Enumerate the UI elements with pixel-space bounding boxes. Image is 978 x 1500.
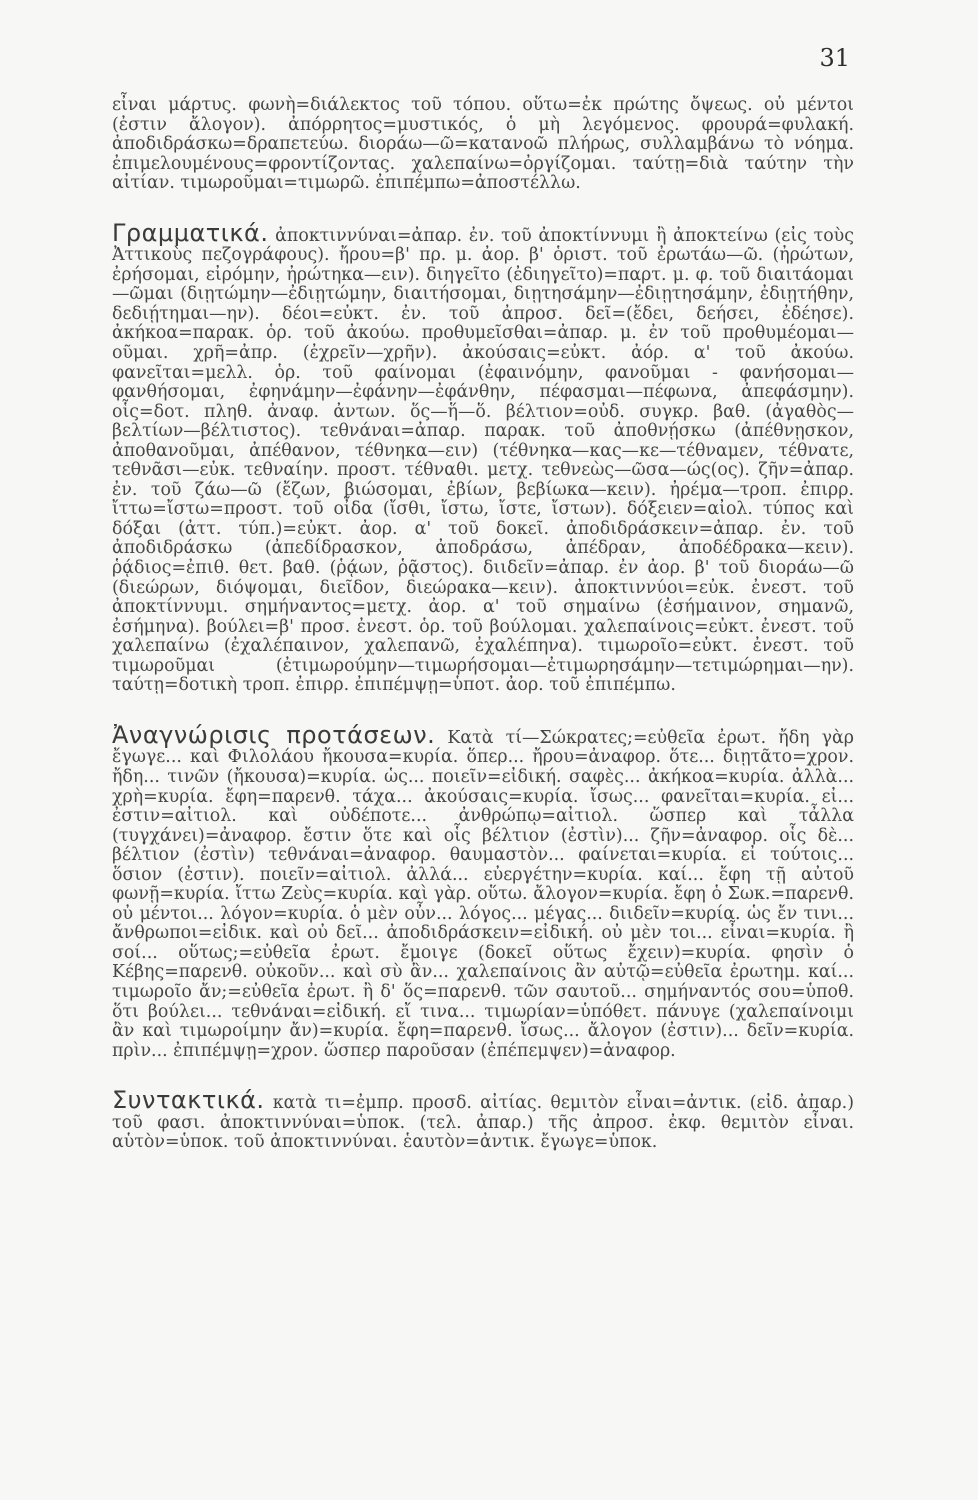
grammar-text: ἀποκτιννύναι=ἀπαρ. ἐν. τοῦ ἀποκτίννυμι ἢ ἀποκτείνω (εἰς τοὺς Ἀττικοὺς πεζογράφους). ἤρου=β' πρ. μ. ἀορ. β' ὁριστ. τοῦ ἐρωτάω—ῶ. (ἠρώτων, ἐρήσομαι, εἰρόμην, ἠρώτηκα—ειν). διηγεῖτο (ἐδιηγεῖτο)=παρτ. μ. φ. τοῦ διαιτάομαι—ῶμαι (διῃτώμην—ἐδιῃτώμην, διαιτήσομαι, διῃτησάμην—ἐδιῃτησάμην, ἐδιῃτήθην, δεδιῄτημαι—ην). δέοι=εὐκτ. ἐν. τοῦ ἀπροσ. δεῖ=(ἔδει, δεήσει, ἐδέησε). ἀκήκοα=παρακ. ὁρ. τοῦ ἀκούω. προθυμεῖσθαι=ἀπαρ. μ. ἐν τοῦ προθυμέομαι—οῦμαι. χρῆ=ἀπρ. (ἐχρεῖν—χρῆν). ἀκούσαις=εὐκτ. ἀόρ. α' τοῦ ἀκούω. φανεῖται=μελλ. ὁρ. τοῦ φαίνομαι (ἐφαινόμην, φανοῦμαι - φανήσομαι—φανθήσομαι, ἐφηνάμην—ἐφάνην—ἐφάνθην, πέφασμαι—πέφωνα, ἀπεφάσμην). οἷς=δοτ. πληθ. ἀναφ. ἀντων. ὅς—ἥ—ὅ. βέλτιον=οὐδ. συγκρ. βαθ. (ἀγαθὸς—βελτίων—βέλτιστος). τεθνάναι=ἀπαρ. παρακ. τοῦ ἀποθνῄσκω (ἀπέθνῃσκον, ἀποθανοῦμαι, ἀπέθανον, τέθνηκα—ειν) (τέθνηκα—κας—κε—τέθναμεν, τέθνατε, τεθνᾶσι—εὐκ. τεθναίην. προστ. τέθναθι. μετχ. τεθνεὼς—ῶσα—ώς(ος). ζῆν=ἀπαρ. ἐν. τοῦ ζάω—ῶ (ἔζων, βιώσομαι, ἐβίων, βεβίωκα—κειν). ἠρέμα—τροπ. ἐπιρρ. ἴττω=ἴστω=προστ. τοῦ οἶδα (ἴσθι, ἴστω, ἴστε, ἴστων). δόξειεν=αἰολ. τύπος καὶ δόξαι (ἀττ. τύπ.)=εὐκτ. ἀορ. α' τοῦ δοκεῖ. ἀποδιδράσκειν=ἀπαρ. ἐν. τοῦ ἀποδιδράσκω (ἀπεδίδρασκον, ἀποδράσω, ἀπέδραν, ἀποδέδρακα—κειν). ῥᾴδιος=ἐπιθ. θετ. βαθ. (ῥᾴων, ῥᾷστος). διιδεῖν=ἀπαρ. ἐν ἀορ. β' τοῦ διοράω—ῶ (διεώρων, διόψομαι, διεῖδον, διεώρακα—κειν). ἀποκτιννύοι=εὐκ. ἐνεστ. τοῦ ἀποκτίννυμι. σημήναντος=μετχ. ἀορ. α' τοῦ σημαίνω (ἐσήμαινον, σημανῶ, ἐσήμηνα). βούλει=β' προσ. ἐνεστ. ὁρ. τοῦ βούλομαι. χαλεπαίνοις=εὐκτ. ἐνεστ. τοῦ χαλεπαίνω (ἐχαλέπαινον, χαλεπανῶ, ἐχαλέπηνα). τιμωροῖο=εὐκτ. ἐνεστ. τοῦ τιμωροῦμαι (ἐτιμωρούμην—τιμωρήσομαι—ἐτιμωρησάμην—τετιμώρημαι—ην). ταύτῃ=δοτικὴ τροπ. ἐπιρρ. ἐπιπέμψῃ=ὑποτ. ἀορ. τοῦ ἐπιπέμπω. <box>112 225 854 696</box>
sentences-text: Κατὰ τί—Σώκρατες;=εὐθεῖα ἐρωτ. ἤδη γὰρ ἔγωγε... καὶ Φιλολάου ἤκουσα=κυρία. ὅπερ... ἤρου=ἀναφορ. ὅτε... διῃτᾶτο=χρον. ἤδη... τινῶν (ἤκουσα)=κυρία. ὡς... ποιεῖν=εἰδική. σαφὲς... ἀκήκοα=κυρία. ἀλλὰ... χρὴ=κυρία. ἔφη=παρενθ. τάχα... ἀκούσαις=κυρία. ἴσως... φανεῖται=κυρία. εἰ... ἐστιν=αἰτιολ. καὶ οὐδέποτε... ἀνθρώπῳ=αἰτιολ. ὥσπερ καὶ τἆλλα (τυγχάνει)=ἀναφορ. ἔστιν ὅτε καὶ οἷς βέλτιον (ἐστὶν)... ζῆν=ἀναφορ. οἷς δὲ... βέλτιον (ἐστὶν) τεθνάναι=ἀναφορ. θαυμαστὸν... φαίνεται=κυρία. εἰ τούτοις... ὅσιον (ἐστιν). ποιεῖν=αἰτιολ. ἀλλά... εὐεργέτην=κυρία. καί... ἔφη τῇ αὐτοῦ φωνῇ=κυρία. ἴττω Ζεὺς=κυρία. καὶ γὰρ. οὕτω. ἄλογον=κυρία. ἔφη ὁ Σωκ.=παρενθ. οὐ μέντοι... λόγον=κυρία. ὁ μὲν οὖν... λόγος... μέγας... διιδεῖν=κυρία. ὡς ἔν τινι... ἄνθρωποι=εἰδικ. καὶ οὐ δεῖ... ἀποδιδράσκειν=εἰδική. οὐ μὲν τοι... εἶναι=κυρία. ἢ σοί... οὕτως;=εὐθεῖα ἐρωτ. ἔμοιγε (δοκεῖ οὕτως ἔχειν)=κυρία. φησὶν ὁ Κέβης=παρενθ. οὐκοῦν... καὶ σὺ ἂν... χαλεπαίνοις ἂν αὐτῷ=εὐθεῖα ἐρωτημ. καί... τιμωροῖο ἄν;=εὐθεῖα ἐρωτ. ἢ δ' ὅς=παρενθ. τῶν σαυτοῦ... σημήναντός σου=ὑποθ. ὅτι βούλει... τεθνάναι=εἰδική. εἴ τινα... τιμωρίαν=ὑπόθετ. πάνυγε (χαλεπαίνοιμι ἂν καὶ τιμωροίμην ἄν)=κυρία. ἔφη=παρενθ. ἴσως... ἄλογον (ἐστιν)... δεῖν=κυρία. πρὶν... ἐπιπέμψῃ=χρον. ὥσπερ παροῦσαν (ἐπέπεμψεν)=ἀναφορ. <box>112 727 854 1061</box>
sentences-heading: Ἀναγνώρισις προτάσεων. <box>112 720 436 749</box>
page-number: 31 <box>819 44 850 72</box>
page-body <box>112 96 854 1153</box>
syntax-text: κατὰ τι=ἐμπρ. προσδ. αἰτίας. θεμιτὸν εἶναι=ἀντικ. (εἰδ. ἀπαρ.) τοῦ φασι. ἀποκτιννύναι=ὑποκ. (τελ. ἀπαρ.) τῆς ἀπροσ. ἐκφ. θεμιτὸν εἶναι. αὑτὸν=ὑποκ. τοῦ ἀποκτιννύναι. ἑαυτὸν=ἀντικ. ἔγωγε=ὑποκ. <box>112 1093 854 1153</box>
intro-paragraph <box>112 96 854 194</box>
syntax-heading: Συντακτικά. <box>112 1086 265 1115</box>
intro-text: εἶναι μάρτυς. φωνὴ=διάλεκτος τοῦ τόπου. οὕτω=ἐκ πρώτης ὄψεως. οὐ μέντοι (ἐστιν ἄλογον). ἀπόρρητος=μυστικός, ὁ μὴ λεγόμενος. φρουρά=φυλακή. ἀποδιδράσκω=δραπετεύω. διοράω—ῶ=κατανοῶ πλήρως, συλλαμβάνω τὸ νόημα. ἐπιμελουμένους=φροντίζοντας. χαλεπαίνω=ὀργίζομαι. ταύτῃ=διὰ ταύτην τὴν αἰτίαν. τιμωροῦμαι=τιμωρῶ. ἐπιπέμπω=ἀποστέλλω. <box>112 95 854 194</box>
grammar-heading: Γραμματικά. <box>112 218 269 247</box>
sentences-section <box>112 720 854 1061</box>
syntax-section <box>112 1086 854 1153</box>
grammar-section <box>112 218 854 696</box>
